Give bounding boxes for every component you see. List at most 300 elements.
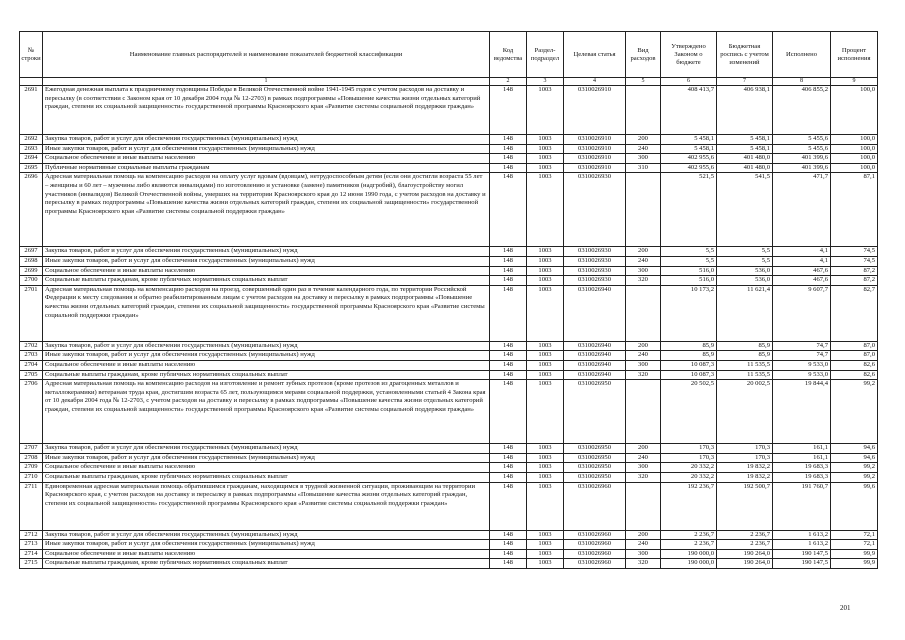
expense-type: 300	[626, 266, 661, 276]
approved-amount: 170,3	[661, 444, 717, 454]
row-name: Иные закупки товаров, работ и услуг для обеспечения государственных (муниципальных) нужд	[43, 144, 490, 154]
table-row	[20, 453, 878, 463]
executed-amount: 4,1	[773, 247, 831, 257]
executed-amount: 9 533,0	[773, 370, 831, 380]
approved-amount: 5 458,1	[661, 135, 717, 145]
schedule-amount: 406 938,1	[717, 86, 773, 135]
approved-amount: 402 955,6	[661, 154, 717, 164]
section-code: 1003	[527, 530, 564, 540]
executed-amount: 161,1	[773, 444, 831, 454]
row-number: 2692	[20, 135, 43, 145]
approved-amount: 10 173,2	[661, 285, 717, 341]
execution-percent: 99,2	[831, 380, 878, 444]
schedule-amount: 19 832,2	[717, 463, 773, 473]
row-name: Социальное обеспечение и иные выплаты населению	[43, 549, 490, 559]
approved-amount: 20 332,2	[661, 472, 717, 482]
executed-amount: 19 683,3	[773, 463, 831, 473]
schedule-amount: 401 480,0	[717, 163, 773, 173]
row-name: Ежегодная денежная выплата к праздничному годовщины Победы в Великой Отечественной войне 1941-1945 годов с учетом расходов на доставку и пересылку (в соответствии с Законом края от 10 декабря 2004 года № 12-2703) в рамках подпрограммы «Повышение качества жизни отдельных категорий граждан, степени их социальной защищенности» государственной программы Красноярского края «Развитие системы социальной поддержки граждан»	[43, 86, 490, 135]
expense-type: 200	[626, 135, 661, 145]
target-article: 0310026950	[564, 380, 626, 444]
column-number: 7	[717, 78, 773, 86]
dept-code: 148	[490, 360, 527, 370]
column-number: 8	[773, 78, 831, 86]
table-row	[20, 144, 878, 154]
target-article: 0310026960	[564, 540, 626, 550]
expense-type: 320	[626, 370, 661, 380]
approved-amount: 170,3	[661, 453, 717, 463]
header-executed: Исполнено	[773, 32, 831, 78]
section-code: 1003	[527, 549, 564, 559]
expense-type: 240	[626, 144, 661, 154]
column-number: 3	[527, 78, 564, 86]
expense-type: 200	[626, 341, 661, 351]
executed-amount: 467,6	[773, 266, 831, 276]
expense-type	[626, 380, 661, 444]
target-article: 0310026940	[564, 341, 626, 351]
row-number: 2693	[20, 144, 43, 154]
execution-percent: 82,6	[831, 360, 878, 370]
executed-amount: 161,1	[773, 453, 831, 463]
dept-code: 148	[490, 444, 527, 454]
section-code: 1003	[527, 173, 564, 247]
approved-amount: 521,5	[661, 173, 717, 247]
approved-amount: 516,0	[661, 276, 717, 286]
table-row	[20, 135, 878, 145]
schedule-amount: 5,5	[717, 256, 773, 266]
executed-amount: 190 147,5	[773, 549, 831, 559]
approved-amount: 85,9	[661, 351, 717, 361]
expense-type: 320	[626, 472, 661, 482]
dept-code: 148	[490, 144, 527, 154]
approved-amount: 5 458,1	[661, 144, 717, 154]
execution-percent: 100,0	[831, 163, 878, 173]
execution-percent: 82,6	[831, 370, 878, 380]
table-row	[20, 380, 878, 444]
executed-amount: 191 760,7	[773, 482, 831, 530]
row-name: Закупка товаров, работ и услуг для обеспечения государственных (муниципальных) нужд	[43, 444, 490, 454]
row-name: Социальное обеспечение и иные выплаты населению	[43, 463, 490, 473]
target-article: 0310026910	[564, 154, 626, 164]
execution-percent: 100,0	[831, 144, 878, 154]
execution-percent: 99,9	[831, 549, 878, 559]
table-row	[20, 360, 878, 370]
table-row	[20, 163, 878, 173]
executed-amount: 471,7	[773, 173, 831, 247]
table-row	[20, 482, 878, 530]
approved-amount: 402 955,6	[661, 163, 717, 173]
row-name: Закупка товаров, работ и услуг для обеспечения государственных (муниципальных) нужд	[43, 135, 490, 145]
row-number: 2709	[20, 463, 43, 473]
schedule-amount: 190 264,0	[717, 549, 773, 559]
header-budget-schedule: Бюджетная роспись с учетом изменений	[717, 32, 773, 78]
row-name: Социальные выплаты гражданам, кроме публичных нормативных социальных выплат	[43, 559, 490, 569]
dept-code: 148	[490, 370, 527, 380]
section-code: 1003	[527, 463, 564, 473]
target-article: 0310026930	[564, 276, 626, 286]
executed-amount: 9 607,7	[773, 285, 831, 341]
target-article: 0310026940	[564, 370, 626, 380]
expense-type: 240	[626, 256, 661, 266]
section-code: 1003	[527, 370, 564, 380]
target-article: 0310026960	[564, 530, 626, 540]
execution-percent: 82,7	[831, 285, 878, 341]
executed-amount: 190 147,5	[773, 559, 831, 569]
execution-percent: 99,6	[831, 482, 878, 530]
schedule-amount: 536,0	[717, 276, 773, 286]
dept-code: 148	[490, 540, 527, 550]
table-row	[20, 530, 878, 540]
header-name: Наименование главных распорядителей и наименование показателей бюджетной классификации	[43, 32, 490, 78]
column-number: 6	[661, 78, 717, 86]
expense-type	[626, 285, 661, 341]
expense-type: 300	[626, 463, 661, 473]
execution-percent: 87,2	[831, 266, 878, 276]
approved-amount: 192 236,7	[661, 482, 717, 530]
approved-amount: 190 000,0	[661, 549, 717, 559]
row-name: Иные закупки товаров, работ и услуг для обеспечения государственных (муниципальных) нужд	[43, 453, 490, 463]
dept-code: 148	[490, 453, 527, 463]
row-number: 2703	[20, 351, 43, 361]
row-name: Адресная материальная помощь на компенсацию расходов на оплату услуг вдовам (вдовцам), нетрудоспособным детям (если они достигли возраста 55 лет – женщины и 60 лет – мужчины либо являются инвалидами) по изготовлению и установке (замене) памятников (надгробий), благоустройству могил участников (инвалидов) Великой Отечественной войны, умерших на территории Красноярского края до 12 июня 1990 года, с учетом расходов на доставку и пересылку в рамках подпрограммы «Повышение качества жизни отдельных категорий граждан, степени их социальной защищенности» государственной программы Красноярского края «Развитие системы социальной поддержки граждан»	[43, 173, 490, 247]
row-name: Иные закупки товаров, работ и услуг для обеспечения государственных (муниципальных) нужд	[43, 256, 490, 266]
expense-type	[626, 173, 661, 247]
execution-percent: 100,0	[831, 154, 878, 164]
approved-amount: 516,0	[661, 266, 717, 276]
section-code: 1003	[527, 453, 564, 463]
row-number: 2694	[20, 154, 43, 164]
row-number: 2696	[20, 173, 43, 247]
executed-amount: 19 683,3	[773, 472, 831, 482]
table-row	[20, 341, 878, 351]
dept-code: 148	[490, 351, 527, 361]
schedule-amount: 85,9	[717, 351, 773, 361]
section-code: 1003	[527, 444, 564, 454]
target-article: 0310026930	[564, 266, 626, 276]
target-article: 0310026910	[564, 86, 626, 135]
row-number: 2701	[20, 285, 43, 341]
schedule-amount: 541,5	[717, 173, 773, 247]
budget-table-sheet	[19, 31, 877, 569]
header-approved: Утверждено Законом о бюджете	[661, 32, 717, 78]
row-name: Социальные выплаты гражданам, кроме публичных нормативных социальных выплат	[43, 370, 490, 380]
row-number: 2712	[20, 530, 43, 540]
expense-type: 200	[626, 530, 661, 540]
column-number-row	[20, 78, 878, 86]
dept-code: 148	[490, 276, 527, 286]
approved-amount: 20 502,5	[661, 380, 717, 444]
schedule-amount: 85,9	[717, 341, 773, 351]
column-number: 4	[564, 78, 626, 86]
approved-amount: 85,9	[661, 341, 717, 351]
row-name: Социальные выплаты гражданам, кроме публичных нормативных социальных выплат	[43, 472, 490, 482]
target-article: 0310026940	[564, 360, 626, 370]
dept-code: 148	[490, 86, 527, 135]
row-name: Закупка товаров, работ и услуг для обеспечения государственных (муниципальных) нужд	[43, 530, 490, 540]
execution-percent: 72,1	[831, 540, 878, 550]
header-section: Раздел-подраздел	[527, 32, 564, 78]
table-row	[20, 559, 878, 569]
expense-type: 310	[626, 163, 661, 173]
executed-amount: 9 533,0	[773, 360, 831, 370]
approved-amount: 20 332,2	[661, 463, 717, 473]
dept-code: 148	[490, 559, 527, 569]
dept-code: 148	[490, 266, 527, 276]
target-article: 0310026930	[564, 256, 626, 266]
row-number: 2710	[20, 472, 43, 482]
expense-type	[626, 86, 661, 135]
executed-amount: 401 399,6	[773, 163, 831, 173]
dept-code: 148	[490, 472, 527, 482]
target-article: 0310026910	[564, 135, 626, 145]
approved-amount: 408 413,7	[661, 86, 717, 135]
section-code: 1003	[527, 247, 564, 257]
expense-type: 300	[626, 549, 661, 559]
approved-amount: 5,5	[661, 256, 717, 266]
schedule-amount: 401 480,0	[717, 154, 773, 164]
table-row	[20, 266, 878, 276]
execution-percent: 87,0	[831, 351, 878, 361]
row-name: Адресная материальная помощь на компенсацию расходов на изготовление и ремонт зубных протезов (кроме протезов из драгоценных металлов и металлокерамики) ветеранам труда края, достигшим возраста 65 лет, пользующимся мерами социальной поддержки, установленными статьей 4 Закона края от 10 декабря 2004 года № 12-2703, с учетом расходов на доставку и пересылку в рамках подпрограммы «Повышение качества жизни отдельных категорий граждан, степени их социальной защищенности» государственной программы Красноярского края «Развитие системы социальной поддержки граждан»	[43, 380, 490, 444]
execution-percent: 100,0	[831, 135, 878, 145]
executed-amount: 74,7	[773, 351, 831, 361]
section-code: 1003	[527, 256, 564, 266]
column-number: 5	[626, 78, 661, 86]
section-code: 1003	[527, 163, 564, 173]
expense-type: 200	[626, 444, 661, 454]
dept-code: 148	[490, 154, 527, 164]
header-target-article: Целевая статья	[564, 32, 626, 78]
dept-code: 148	[490, 380, 527, 444]
target-article: 0310026960	[564, 482, 626, 530]
execution-percent: 99,2	[831, 472, 878, 482]
schedule-amount: 11 535,5	[717, 360, 773, 370]
execution-percent: 94,6	[831, 453, 878, 463]
expense-type: 240	[626, 540, 661, 550]
table-row	[20, 86, 878, 135]
row-name: Адресная материальная помощь на компенсацию расходов на проезд, совершенный один раз в течение календарного года, по территории Российской Федерации к месту следования и обратно реабилитированным лицам с учетом расходов на доставку и пересылку в рамках подпрограммы «Повышение качества жизни отдельных категорий граждан, степени их социальной защищенности» государственной программы Красноярского края «Развитие системы социальной поддержки граждан»	[43, 285, 490, 341]
schedule-amount: 192 500,7	[717, 482, 773, 530]
row-number: 2691	[20, 86, 43, 135]
execution-percent: 94,6	[831, 444, 878, 454]
executed-amount: 1 613,2	[773, 540, 831, 550]
target-article: 0310026910	[564, 144, 626, 154]
dept-code: 148	[490, 247, 527, 257]
row-number: 2715	[20, 559, 43, 569]
target-article: 0310026950	[564, 463, 626, 473]
row-name: Иные закупки товаров, работ и услуг для обеспечения государственных (муниципальных) нужд	[43, 351, 490, 361]
section-code: 1003	[527, 540, 564, 550]
executed-amount: 74,7	[773, 341, 831, 351]
section-code: 1003	[527, 135, 564, 145]
table-row	[20, 276, 878, 286]
column-number: 2	[490, 78, 527, 86]
target-article: 0310026940	[564, 285, 626, 341]
expense-type: 240	[626, 453, 661, 463]
row-number: 2702	[20, 341, 43, 351]
section-code: 1003	[527, 266, 564, 276]
dept-code: 148	[490, 256, 527, 266]
target-article: 0310026960	[564, 559, 626, 569]
target-article: 0310026930	[564, 247, 626, 257]
schedule-amount: 19 832,2	[717, 472, 773, 482]
section-code: 1003	[527, 559, 564, 569]
section-code: 1003	[527, 144, 564, 154]
execution-percent: 74,5	[831, 256, 878, 266]
target-article: 0310026940	[564, 351, 626, 361]
executed-amount: 406 855,2	[773, 86, 831, 135]
row-name: Единовременная адресная материальная помощь обратившимся гражданам, находящимся в трудной жизненной ситуации, проживающим на территории Красноярского края, с учетом расходов на доставку и пересылку в рамках подпрограммы «Повышение качества жизни отдельных категорий граждан, степени их социальной защищенности» государственной программы Красноярского края «Развитие системы социальной поддержки граждан»	[43, 482, 490, 530]
dept-code: 148	[490, 135, 527, 145]
schedule-amount: 2 236,7	[717, 540, 773, 550]
execution-percent: 72,1	[831, 530, 878, 540]
row-number: 2698	[20, 256, 43, 266]
schedule-amount: 2 236,7	[717, 530, 773, 540]
row-name: Социальные выплаты гражданам, кроме публичных нормативных социальных выплат	[43, 276, 490, 286]
row-number: 2700	[20, 276, 43, 286]
row-name: Закупка товаров, работ и услуг для обеспечения государственных (муниципальных) нужд	[43, 341, 490, 351]
expense-type: 300	[626, 154, 661, 164]
schedule-amount: 5 458,1	[717, 135, 773, 145]
dept-code: 148	[490, 549, 527, 559]
schedule-amount: 5,5	[717, 247, 773, 257]
row-number: 2711	[20, 482, 43, 530]
table-row	[20, 472, 878, 482]
header-percent: Процент исполнения	[831, 32, 878, 78]
schedule-amount: 170,3	[717, 444, 773, 454]
page-number: 201	[840, 604, 851, 612]
row-number: 2695	[20, 163, 43, 173]
row-number: 2705	[20, 370, 43, 380]
table-row	[20, 154, 878, 164]
section-code: 1003	[527, 351, 564, 361]
row-number: 2714	[20, 549, 43, 559]
section-code: 1003	[527, 86, 564, 135]
dept-code: 148	[490, 285, 527, 341]
table-header-row	[20, 32, 878, 78]
dept-code: 148	[490, 530, 527, 540]
table-row	[20, 285, 878, 341]
row-number: 2697	[20, 247, 43, 257]
executed-amount: 401 399,6	[773, 154, 831, 164]
row-number: 2699	[20, 266, 43, 276]
section-code: 1003	[527, 482, 564, 530]
executed-amount: 5 455,6	[773, 144, 831, 154]
approved-amount: 10 087,3	[661, 360, 717, 370]
column-number: 9	[831, 78, 878, 86]
expense-type	[626, 482, 661, 530]
row-name: Иные закупки товаров, работ и услуг для обеспечения государственных (муниципальных) нужд	[43, 540, 490, 550]
executed-amount: 467,6	[773, 276, 831, 286]
section-code: 1003	[527, 472, 564, 482]
row-name: Социальное обеспечение и иные выплаты населению	[43, 266, 490, 276]
execution-percent: 99,9	[831, 559, 878, 569]
column-number	[20, 78, 43, 86]
row-name: Закупка товаров, работ и услуг для обеспечения государственных (муниципальных) нужд	[43, 247, 490, 257]
row-number: 2706	[20, 380, 43, 444]
execution-percent: 87,1	[831, 173, 878, 247]
expense-type: 240	[626, 351, 661, 361]
dept-code: 148	[490, 163, 527, 173]
schedule-amount: 20 002,5	[717, 380, 773, 444]
target-article: 0310026950	[564, 472, 626, 482]
schedule-amount: 536,0	[717, 266, 773, 276]
row-name: Социальное обеспечение и иные выплаты населению	[43, 154, 490, 164]
schedule-amount: 190 264,0	[717, 559, 773, 569]
row-number: 2713	[20, 540, 43, 550]
execution-percent: 87,0	[831, 341, 878, 351]
expense-type: 300	[626, 360, 661, 370]
table-row	[20, 351, 878, 361]
table-row	[20, 173, 878, 247]
approved-amount: 190 000,0	[661, 559, 717, 569]
table-row	[20, 540, 878, 550]
row-name: Публичные нормативные социальные выплаты гражданам	[43, 163, 490, 173]
section-code: 1003	[527, 360, 564, 370]
dept-code: 148	[490, 463, 527, 473]
row-number: 2707	[20, 444, 43, 454]
execution-percent: 99,2	[831, 463, 878, 473]
execution-percent: 100,0	[831, 86, 878, 135]
table-body	[20, 86, 878, 569]
target-article: 0310026910	[564, 163, 626, 173]
schedule-amount: 11 621,4	[717, 285, 773, 341]
table-row	[20, 370, 878, 380]
table-row	[20, 247, 878, 257]
row-number: 2704	[20, 360, 43, 370]
header-row-number: № строки	[20, 32, 43, 78]
target-article: 0310026960	[564, 549, 626, 559]
target-article: 0310026930	[564, 173, 626, 247]
execution-percent: 74,5	[831, 247, 878, 257]
target-article: 0310026950	[564, 453, 626, 463]
dept-code: 148	[490, 173, 527, 247]
section-code: 1003	[527, 154, 564, 164]
row-number: 2708	[20, 453, 43, 463]
section-code: 1003	[527, 341, 564, 351]
approved-amount: 2 236,7	[661, 540, 717, 550]
schedule-amount: 5 458,1	[717, 144, 773, 154]
row-name: Социальное обеспечение и иные выплаты населению	[43, 360, 490, 370]
expense-type: 200	[626, 247, 661, 257]
section-code: 1003	[527, 380, 564, 444]
target-article: 0310026950	[564, 444, 626, 454]
executed-amount: 19 844,4	[773, 380, 831, 444]
approved-amount: 2 236,7	[661, 530, 717, 540]
executed-amount: 4,1	[773, 256, 831, 266]
table-row	[20, 549, 878, 559]
schedule-amount: 11 535,5	[717, 370, 773, 380]
dept-code: 148	[490, 482, 527, 530]
table-row	[20, 463, 878, 473]
approved-amount: 10 087,3	[661, 370, 717, 380]
section-code: 1003	[527, 276, 564, 286]
column-number: 1	[43, 78, 490, 86]
schedule-amount: 170,3	[717, 453, 773, 463]
dept-code: 148	[490, 341, 527, 351]
executed-amount: 1 613,2	[773, 530, 831, 540]
expense-type: 320	[626, 276, 661, 286]
executed-amount: 5 455,6	[773, 135, 831, 145]
budget-execution-table	[19, 31, 878, 569]
header-expense-type: Вид расходов	[626, 32, 661, 78]
section-code: 1003	[527, 285, 564, 341]
expense-type: 320	[626, 559, 661, 569]
approved-amount: 5,5	[661, 247, 717, 257]
header-dept-code: Код ведомства	[490, 32, 527, 78]
table-row	[20, 256, 878, 266]
table-row	[20, 444, 878, 454]
